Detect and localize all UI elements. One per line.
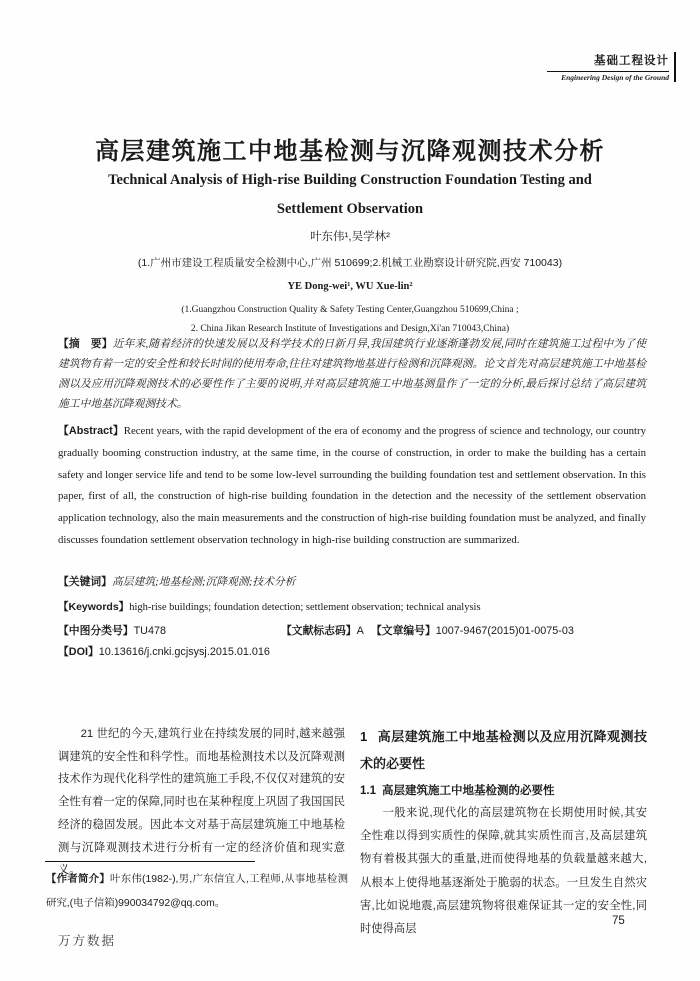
author-bio-text: 叶东伟(1982-),男,广东信宜人,工程师,从事地基检测研究,(电子信箱)990034792@qq.com。 (46, 874, 348, 909)
section-1-heading: 1 高层建筑施工中地基检测以及应用沉降观测技术的必要性 (360, 729, 647, 771)
abstract-en (58, 421, 646, 552)
keywords-cn-text: 高层建筑;地基检测;沉降观测;技术分析 (111, 576, 296, 588)
abstract-en-text: Recent years, with the rapid development of the era of economy and the progress of science and technology, our country gradually booming construction industry, at the same time, in the course of construction, in order to make the building has a certain safety and longer service life and tend to be some low-level surrounding the building foundation test and settlement observation. In this paper, first of all, the construction of high-rise building foundation in the detection and the necessity of the settlement observation application technology, also the main measurements and the construction of high-rise building foundation must be analyzed, and finally discusses foundation settlement observation technology in high-rise building construction are summarized. (58, 425, 646, 546)
section-1-1-heading: 1.1 高层建筑施工中地基检测的必要性 (360, 785, 555, 797)
paper-title-en-line2: Settlement Observation (276, 201, 424, 217)
author-bio-label: 【作者简介】 (46, 874, 111, 885)
affiliations-en-line2: 2. China Jikan Research Institute of Investigations and Design,Xi'an 710043,China) (190, 324, 510, 334)
section-1-1-paragraph: 一般来说,现代化的高层建筑物在长期使用时候,其安全性难以得到实质性的保障,就其实质性而言,及高层建筑物有着极其强大的重量,进而使得地基的负载量越来越大,从根本上使得地基逐渐处于脆弱的状态。一旦发生自然灾害,比如说地震,高层建筑物将很难保证其一定的安全性,同时使得高层 (360, 807, 647, 936)
doi-value: 10.13616/j.cnki.gcjsysj.2015.01.016 (98, 646, 270, 658)
right-column (360, 723, 647, 941)
paper-title-en-line1: Technical Analysis of High-rise Building Construction Foundation Testing and (108, 172, 592, 188)
abstract-cn (58, 334, 646, 414)
authors-en: YE Dong-wei¹, WU Xue-lin² (287, 281, 413, 292)
document-code: 【文献标志码】A (281, 625, 364, 637)
abstract-cn-label: 【摘 要】 (58, 338, 113, 350)
keywords-en-label: 【Keywords】 (58, 601, 130, 613)
abstract-cn-text: 近年来,随着经济的快速发展以及科学技术的日新月异,我国建筑行业逐渐蓬勃发展,同时在建筑施工过程中为了使建筑物有着一定的安全性和较长时间的使用寿命,往往对建筑物地基进行检测和沉降观测。论文首先对高层建筑施工中地基检测以及应用沉降观测技术的必要性作了主要的说明,并对高层建筑施工中地基测量作了一定的分析,最后探讨总结了高层建筑施工中地基沉降观测技术。 (58, 338, 647, 410)
author-bio (46, 868, 348, 916)
keywords-cn-label: 【关键词】 (58, 576, 112, 588)
doi-line: 【DOI】10.13616/j.cnki.gcjsysj.2015.01.016 (58, 646, 270, 658)
authors-cn: 叶东伟¹,吴学林² (310, 231, 390, 243)
clc-number: 【中图分类号】TU478 (58, 625, 166, 637)
badge-divider (547, 71, 669, 72)
affiliations-cn: (1.广州市建设工程质量安全检测中心,广州 510699;2.机械工业勘察设计研究院,西安 710043) (137, 257, 563, 269)
page-number: 75 (612, 915, 625, 927)
journal-name-en: Engineering Design of the Ground (561, 73, 669, 82)
journal-name-cn: 基础工程设计 (594, 55, 669, 67)
author-bio-divider (45, 861, 255, 862)
paper-title-cn: 高层建筑施工中地基检测与沉降观测技术分析 (95, 138, 605, 165)
wanfang-watermark: 万方数据 (58, 934, 117, 948)
article-number: 【文章编号】1007-9467(2015)01-0075-03 (371, 625, 574, 637)
keywords-en-text: high-rise buildings; foundation detection; settlement observation; technical analysis (129, 602, 481, 613)
intro-paragraph: 21 世纪的今天,建筑行业在持续发展的同时,越来越强调建筑的安全性和科学性。而地基检测技术以及沉降观测技术作为现代化科学性的建筑施工手段,不仅仅对建筑的安全性有着一定的保障,同时也在某种程度上巩固了我国国民经济的稳固发展。因此本文对基于高层建筑施工中地基检测与沉降观测技术进行分析有一定的经济价值和现实意义。 (58, 728, 345, 877)
keywords-en (58, 599, 646, 614)
keywords-cn (58, 574, 646, 589)
journal-badge (547, 52, 676, 82)
affiliations-en-line1: (1.Guangzhou Construction Quality & Safety Testing Center,Guangzhou 510699,China ; (181, 305, 519, 315)
abstract-en-label: 【Abstract】 (58, 425, 124, 437)
